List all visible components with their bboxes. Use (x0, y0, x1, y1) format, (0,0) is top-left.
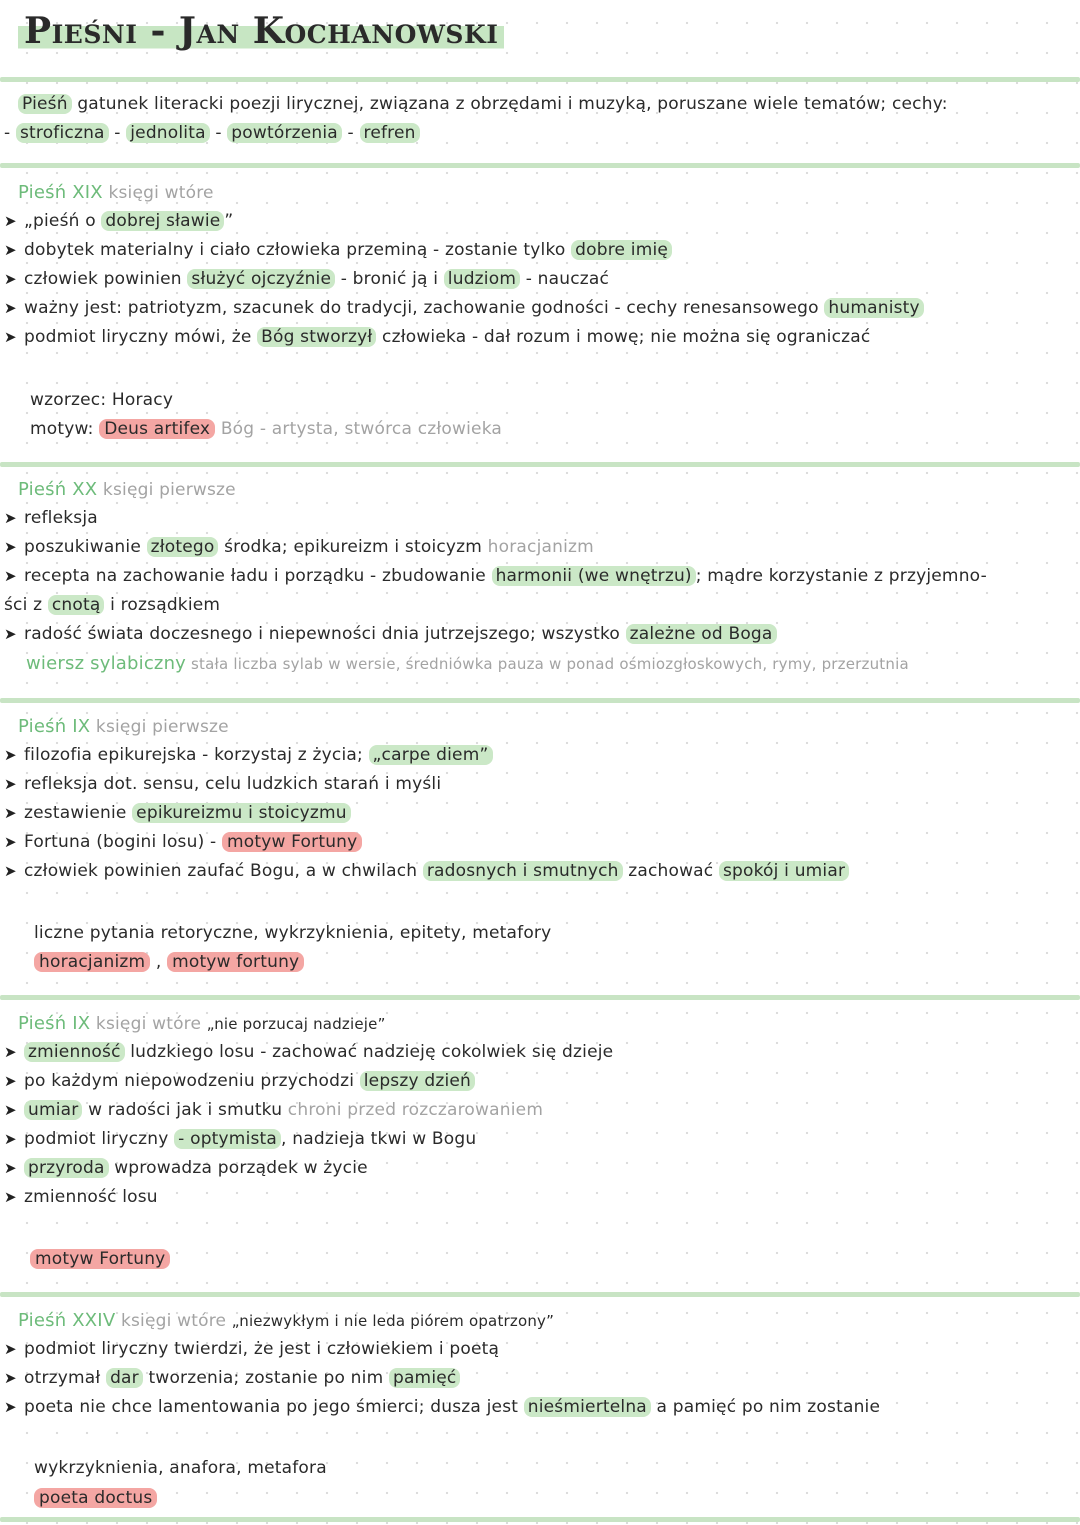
bullet-item: ➤ człowiek powinien służyć ojczyźnie - bronić ją i ludziom - nauczać (4, 265, 609, 294)
term-highlight: Pieśń (18, 94, 72, 114)
devices-line: liczne pytania retoryczne, wykrzyknienia, epitety, metafory (34, 923, 552, 943)
term-highlight: Bóg stworzył (257, 327, 376, 347)
gray-note: horacjanizm (487, 537, 594, 557)
bullet-item: ➤ ważny jest: patriotyzm, szacunek do tradycji, zachowanie godności - cechy renesansowego humanisty (4, 294, 924, 323)
bullet-item: ➤ dobytek materialny i ciało człowieka przeminą - zostanie tylko dobre imię (4, 236, 672, 265)
divider (0, 462, 1080, 467)
bullet-item: ➤ zmienność ludzkiego losu - zachować nadzieję cokolwiek się dzieje (4, 1038, 613, 1067)
term-highlight: umiar (24, 1100, 82, 1120)
song-book: księgi wtóre (95, 1014, 202, 1034)
bullet-item: ➤ filozofia epikurejska - korzystaj z życia; „carpe diem” (4, 741, 493, 770)
motif-description: Bóg - artysta, stwórca człowieka (220, 419, 503, 439)
pattern-line: wzorzec: Horacy (30, 390, 174, 410)
term-highlight: służyć ojczyźnie (187, 269, 335, 289)
song-book: księgi pierwsze (102, 480, 236, 500)
term-highlight: pamięć (389, 1368, 461, 1388)
bullet-item: ➤ podmiot liryczny mówi, że Bóg stworzył człowieka - dał rozum i mowę; nie można się ograniczać (4, 323, 870, 352)
arrow-right-icon: ➤ (4, 1072, 17, 1090)
motif-tag: motyw fortuny (167, 952, 304, 972)
term-highlight: „carpe diem” (369, 745, 493, 765)
features-line: - stroficzna - jednolita - powtórzenia - refren (4, 119, 420, 148)
bullet-item: ➤ po każdym niepowodzeniu przychodzi lepszy dzień (4, 1067, 475, 1096)
arrow-right-icon: ➤ (4, 862, 17, 880)
motif-tag: motyw Fortuny (30, 1249, 170, 1269)
bullet-item: ➤ człowiek powinien zaufać Bogu, a w chwilach radosnych i smutnych zachować spokój i umiar (4, 857, 849, 886)
arrow-right-icon: ➤ (4, 212, 17, 230)
term-highlight: cnotą (48, 595, 105, 615)
motif-line: motyw: Deus artifex Bóg - artysta, stwórca człowieka (30, 419, 503, 439)
bullet-item: ➤ zmienność losu (4, 1183, 158, 1212)
bullet-item: ➤ podmiot liryczny - optymista , nadzieja tkwi w Bogu (4, 1125, 476, 1154)
term-highlight: nieśmiertelna (524, 1397, 651, 1417)
term-highlight: epikureizmu i stoicyzmu (132, 803, 351, 823)
term-highlight: dobre imię (571, 240, 672, 260)
bullet-item: ➤ otrzymał dar tworzenia; zostanie po nim pamięć (4, 1364, 460, 1393)
arrow-right-icon: ➤ (4, 299, 17, 317)
section-heading (18, 178, 214, 207)
divider (0, 698, 1080, 703)
arrow-right-icon: ➤ (4, 1043, 17, 1061)
divider (0, 1292, 1080, 1297)
song-quote: „nie porzucaj nadzieje” (206, 1015, 386, 1033)
term-highlight: przyroda (24, 1158, 109, 1178)
feature-highlight: stroficzna (16, 123, 109, 143)
bullet-item: ➤ przyroda wprowadza porządek w życie (4, 1154, 368, 1183)
divider (0, 77, 1080, 82)
bullet-item: ➤ Fortuna (bogini losu) - motyw Fortuny (4, 828, 362, 857)
arrow-right-icon: ➤ (4, 625, 17, 643)
page-title: Pieśni - Jan Kochanowski (18, 10, 504, 52)
motif-tag: poeta doctus (34, 1488, 157, 1508)
meter-description: stała liczba sylab w wersie, średniówka pauza w ponad ośmiozgłoskowych, rymy, przerzutnia (191, 655, 909, 673)
divider (0, 163, 1080, 168)
motif-tag: Deus artifex (99, 419, 215, 439)
term-highlight: dar (106, 1368, 143, 1388)
bullet-item: ➤ umiar w radości jak i smutku chroni przed rozczarowaniem (4, 1096, 543, 1125)
song-name: Pieśń XIX (18, 182, 103, 203)
arrow-right-icon: ➤ (4, 270, 17, 288)
bullet-item: ➤ poeta nie chce lamentowania po jego śmierci; dusza jest nieśmiertelna a pamięć po nim zostanie (4, 1393, 880, 1422)
bullet-item: ➤ zestawienie epikureizmu i stoicyzmu (4, 799, 351, 828)
term-highlight: zależne od Boga (626, 624, 777, 644)
bullet-item: ➤ radość świata doczesnego i niepewności dnia jutrzejszego; wszystko zależne od Boga (4, 620, 777, 649)
term-highlight: spokój i umiar (719, 861, 849, 881)
song-book: księgi wtóre (120, 1311, 227, 1331)
bullet-item: ➤ podmiot liryczny twierdzi, że jest i człowiekiem i poetą (4, 1335, 499, 1364)
divider (0, 995, 1080, 1000)
arrow-right-icon: ➤ (4, 509, 17, 527)
term-highlight: radosnych i smutnych (423, 861, 623, 881)
term-highlight: harmonii (we wnętrzu) (492, 566, 696, 586)
bullet-item: ➤ refleksja (4, 504, 98, 533)
song-name: Pieśń IX (18, 716, 91, 737)
bullet-continuation: ści z cnotą i rozsądkiem (4, 595, 221, 615)
bullet-item: ➤ poszukiwanie złotego środka; epikureizm i stoicyzm horacjanizm (4, 533, 594, 562)
song-quote: „niezwykłym i nie leda piórem opatrzony” (231, 1312, 555, 1330)
intro-line (18, 90, 948, 119)
feature-highlight: refren (360, 123, 420, 143)
arrow-right-icon: ➤ (4, 1369, 17, 1387)
term-highlight: ludziom (444, 269, 520, 289)
section-heading (18, 712, 229, 741)
arrow-right-icon: ➤ (4, 567, 17, 585)
motif-tag: horacjanizm (34, 952, 150, 972)
bullet-item: ➤ „pieśń o dobrej sławie ” (4, 207, 233, 236)
term-highlight: - optymista (174, 1129, 281, 1149)
tags-line (34, 1484, 157, 1513)
divider (0, 1517, 1080, 1522)
motif-tag: motyw Fortuny (222, 832, 362, 852)
song-name: Pieśń XXIV (18, 1310, 116, 1331)
section-heading (18, 1009, 386, 1038)
term-highlight: dobrej sławie (101, 211, 224, 231)
song-book: księgi wtóre (108, 183, 214, 203)
bullet-item: ➤ refleksja dot. sensu, celu ludzkich starań i myśli (4, 770, 441, 799)
arrow-right-icon: ➤ (4, 1340, 17, 1358)
tags-line (30, 1245, 170, 1274)
section-heading (18, 1306, 554, 1335)
gray-note: chroni przed rozczarowaniem (287, 1100, 544, 1120)
term-highlight: lepszy dzień (360, 1071, 475, 1091)
arrow-right-icon: ➤ (4, 241, 17, 259)
devices-line: wykrzyknienia, anafora, metafora (34, 1458, 327, 1478)
arrow-right-icon: ➤ (4, 1101, 17, 1119)
arrow-right-icon: ➤ (4, 538, 17, 556)
meter-label: wiersz sylabiczny (26, 653, 187, 674)
bullet-item: ➤ recepta na zachowanie ładu i porządku - zbudowanie harmonii (we wnętrzu) ; mądre korzystanie z przyjemno- (4, 562, 987, 591)
term-highlight: humanisty (824, 298, 923, 318)
song-name: Pieśń XX (18, 479, 98, 500)
intro-text: gatunek literacki poezji lirycznej, związana z obrzędami i muzyką, poruszane wiele tematów; cechy: (77, 94, 948, 114)
term-highlight: zmienność (24, 1042, 125, 1062)
arrow-right-icon: ➤ (4, 1159, 17, 1177)
arrow-right-icon: ➤ (4, 833, 17, 851)
arrow-right-icon: ➤ (4, 775, 17, 793)
section-heading (18, 475, 236, 504)
arrow-right-icon: ➤ (4, 1188, 17, 1206)
meter-line (26, 649, 909, 678)
arrow-right-icon: ➤ (4, 1130, 17, 1148)
tags-line: horacjanizm , motyw fortuny (34, 948, 304, 977)
arrow-right-icon: ➤ (4, 1398, 17, 1416)
term-highlight: złotego (147, 537, 219, 557)
feature-highlight: jednolita (126, 123, 209, 143)
arrow-right-icon: ➤ (4, 328, 17, 346)
arrow-right-icon: ➤ (4, 746, 17, 764)
song-name: Pieśń IX (18, 1013, 91, 1034)
pattern-value: Horacy (111, 390, 174, 410)
arrow-right-icon: ➤ (4, 804, 17, 822)
feature-highlight: powtórzenia (227, 123, 342, 143)
song-book: księgi pierwsze (95, 717, 229, 737)
